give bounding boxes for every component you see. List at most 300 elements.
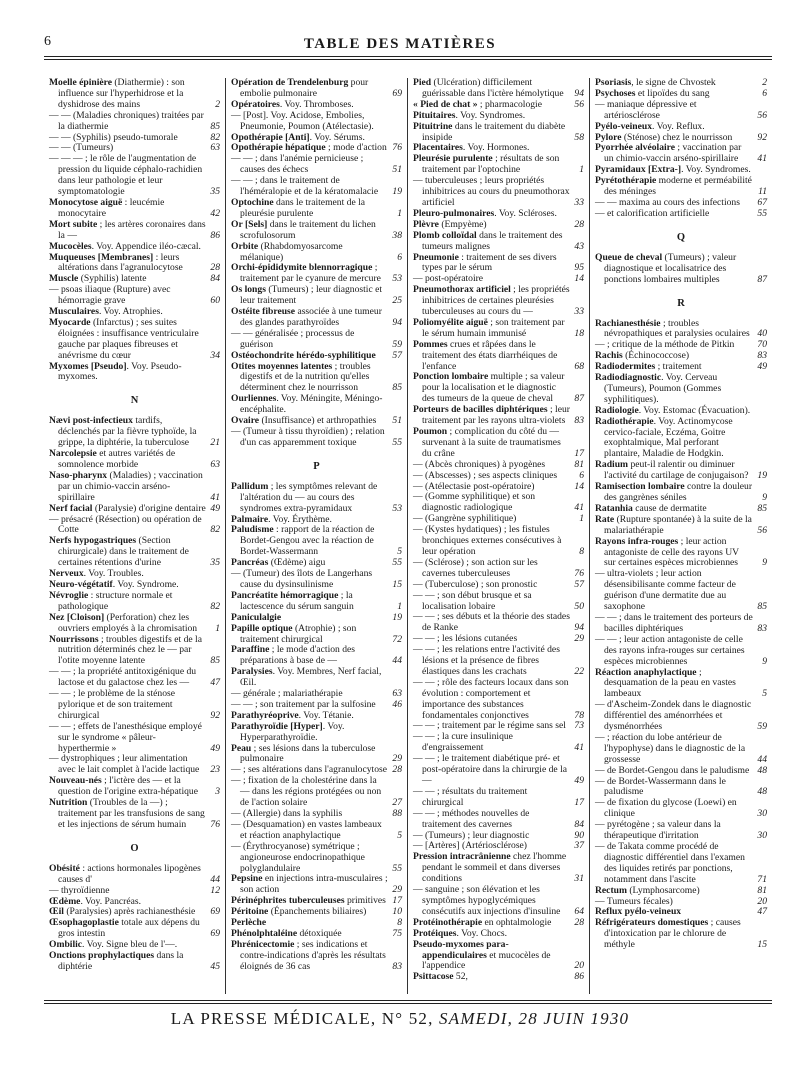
page-ref: 85	[210, 120, 220, 132]
index-entry	[231, 307, 402, 329]
page-ref: 20	[757, 895, 767, 907]
index-entry	[595, 798, 767, 820]
entry-heading: Psychoses	[595, 87, 636, 99]
index-entry	[413, 787, 584, 809]
entry-heading: Opératoires	[231, 98, 280, 110]
entry-heading: Or [Sels]	[231, 218, 268, 230]
entry-text: — (Gomme syphilitique) et son diagnostic radiologique	[413, 491, 536, 514]
entry-text: — — (Tumeurs)	[49, 142, 114, 154]
page-ref: 56	[757, 524, 767, 536]
page-ref: 9	[762, 655, 767, 667]
index-entry	[413, 427, 584, 460]
page-ref: 5	[397, 829, 402, 841]
entry-text: — — ; traitement par le régime sans sel	[413, 720, 566, 732]
entry-text: — tuberculeuses ; leurs propriétés inhibitrices au cours du pneumothorax artificiel	[413, 175, 570, 208]
entry-text: . Voy. Syndromes.	[455, 109, 526, 121]
entry-text: . Voy. Syndromes.	[681, 164, 751, 176]
entry-heading: Œil	[49, 906, 64, 918]
index-entry	[49, 635, 220, 668]
entry-text: (Ulcération) difficilement guérissable dans l'ictère hémolytique	[422, 78, 564, 99]
entry-heading: Nouveau-nés	[49, 775, 102, 787]
entry-heading: Moelle épinière	[49, 78, 112, 88]
entry-text: . Voy. Troubles.	[83, 568, 144, 580]
page-ref: 57	[574, 578, 584, 590]
entry-text: . Voy. Thromboses.	[279, 98, 354, 110]
entry-text: — — ; dans le traitement de l'héméralopie et de la kératomalacie	[231, 175, 379, 198]
entry-heading: Pression intracrânienne	[413, 851, 511, 863]
entry-text: ; causes d'intoxication par le chlorure de méthyle	[604, 917, 741, 951]
page-ref: 82	[210, 600, 220, 612]
entry-heading: Pituitrine	[413, 120, 453, 132]
page-ref: 83	[392, 960, 402, 972]
page-ref: 2	[215, 98, 220, 110]
entry-text: ; le mode d'action des préparations à base de —	[240, 644, 356, 667]
page-ref: 38	[392, 229, 402, 241]
index-entry	[413, 405, 584, 427]
index-entry	[595, 515, 767, 537]
index-entry	[595, 319, 767, 341]
entry-text: — de fixation du glycose (Loewi) en clinique	[595, 797, 737, 820]
entry-heading: Onctions prophylactiques	[49, 950, 155, 962]
page-number: 6	[44, 34, 51, 49]
entry-text: . Voy. Hyperparathyroïdie.	[240, 720, 345, 743]
page-ref: 88	[392, 808, 402, 819]
page-ref: 58	[574, 131, 584, 143]
index-entry	[231, 242, 402, 264]
entry-text: (Rhabdomyosarcome mélanique)	[240, 240, 343, 263]
page-ref: 60	[210, 295, 220, 307]
entry-text: . Voy. Chocs.	[456, 927, 507, 939]
entry-text: (Épanchements biliaires)	[268, 906, 367, 918]
page-ref: 56	[574, 98, 584, 110]
entry-text: — (Abcès chroniques) à pyogènes	[413, 458, 546, 470]
index-entry	[231, 285, 402, 307]
entry-text: — (Gangrène syphilitique)	[413, 513, 517, 525]
entry-heading: Protéiques	[413, 927, 457, 939]
page-ref: 51	[392, 164, 402, 176]
page-ref: 86	[210, 229, 220, 241]
entry-text: ; mode d'action	[325, 142, 387, 154]
page-ref: 81	[574, 458, 584, 470]
page-ref: 57	[392, 349, 402, 361]
page-ref: 48	[757, 764, 767, 776]
index-entry	[231, 874, 402, 896]
index-entry	[49, 918, 220, 940]
index-entry	[49, 198, 220, 220]
page-ref: 83	[757, 622, 767, 634]
entry-text: — — ; la propriété antitoxigénique du lactose et du galactose chez les —	[49, 666, 197, 689]
entry-text: — post-opératoire	[413, 273, 484, 285]
page-ref: 85	[757, 502, 767, 514]
entry-text: et autres variétés de somnolence morbide	[58, 448, 176, 470]
footer-rule	[44, 1000, 772, 1001]
entry-text: — — ; dans le traitement des porteurs de bacilles diphtériques	[595, 611, 753, 634]
page-ref: 94	[574, 622, 584, 634]
page-ref: 69	[210, 906, 220, 918]
index-entry	[413, 122, 584, 144]
index-entry	[595, 209, 767, 220]
entry-text: — (Atélectasie post-opératoire)	[413, 480, 535, 492]
entry-heading: Ombilic	[49, 939, 83, 951]
index-entry	[231, 198, 402, 220]
index-column	[44, 78, 226, 994]
entry-heading: Névroglie	[49, 589, 89, 601]
page-ref: 21	[210, 437, 220, 449]
index-entry	[231, 362, 402, 395]
page-ref: 84	[210, 273, 220, 285]
section-letter: R	[677, 297, 685, 309]
entry-heading: Perlèche	[231, 917, 267, 929]
page-ref: 6	[397, 251, 402, 263]
entry-text: — — ; les lésions cutanées	[413, 633, 518, 645]
page-ref: 28	[574, 218, 584, 230]
entry-heading: Ostéite fibreuse	[231, 306, 296, 318]
entry-text: ; pharmacologie	[477, 98, 542, 110]
entry-heading: Rayons infra-rouges	[595, 535, 679, 547]
entry-text: . Voy. Érythème.	[268, 513, 332, 525]
page-ref: 64	[574, 905, 584, 917]
page-ref: 14	[574, 480, 584, 492]
entry-text: . Voy. Méningite, Méningo-encéphalite.	[240, 393, 383, 416]
entry-heading: Phrénicectomie	[231, 938, 295, 950]
entry-text: — (Allergie) dans la syphilis	[231, 808, 343, 819]
entry-heading: Monocytose aiguë	[49, 196, 123, 208]
page-ref: 19	[392, 186, 402, 198]
entry-text: ; ses lésions dans la tuberculose pulmonaire	[240, 742, 376, 765]
page-ref: 1	[397, 207, 402, 219]
index-columns	[44, 78, 772, 994]
page-ref: 53	[392, 273, 402, 285]
page-ref: 63	[392, 688, 402, 700]
page-ref: 83	[757, 350, 767, 362]
page-ref: 30	[757, 830, 767, 842]
entry-text: (Troubles de la —) ; traitement par les transfusions de sang et les injections de sérum humain	[58, 797, 205, 830]
index-entry	[49, 285, 220, 307]
entry-heading: Périnéphrites tuberculeuses	[231, 895, 345, 907]
index-entry	[49, 591, 220, 613]
entry-text: ; la lactescence du sérum sanguin	[240, 589, 354, 612]
entry-text: — — ; résultats du traitement chirurgical	[413, 785, 528, 808]
entry-heading: Optochine	[231, 196, 274, 208]
page-ref: 76	[574, 567, 584, 579]
index-entry	[413, 558, 584, 580]
index-entry	[231, 591, 402, 613]
index-entry	[595, 820, 767, 842]
entry-text: 52,	[453, 971, 468, 983]
page-ref: 44	[757, 753, 767, 765]
index-entry	[231, 176, 402, 198]
index-entry	[413, 318, 584, 340]
entry-heading: Radiodiagnostic	[595, 372, 662, 384]
entry-text: ; les symptômes relevant de l'altération du — au cours des syndromes extra-pyramidaux	[240, 480, 378, 514]
entry-text: ; traitement	[655, 361, 702, 373]
index-entry	[413, 492, 584, 514]
page-ref: 95	[574, 262, 584, 274]
entry-heading: Parathyréoprive	[231, 709, 299, 721]
index-entry	[231, 569, 402, 591]
index-entry	[595, 460, 767, 482]
entry-heading: Réaction anaphylactique	[595, 666, 697, 678]
page-ref: 22	[574, 665, 584, 677]
entry-heading: Réfrigérateurs domestiques	[595, 917, 709, 929]
index-entry	[413, 340, 584, 373]
page-ref: 63	[210, 459, 220, 470]
entry-heading: Pituitaires	[413, 109, 456, 121]
page-ref: 41	[210, 491, 220, 503]
index-entry	[413, 154, 584, 176]
entry-text: (Rupture spontanée) à la suite de la malariathérapie	[604, 513, 752, 536]
index-entry	[49, 689, 220, 722]
index-entry	[595, 373, 767, 406]
index-entry	[231, 394, 402, 416]
index-entry	[231, 645, 402, 667]
entry-heading: Pancréas	[231, 557, 269, 569]
entry-text: ; leur action antagoniste de celle des rayons UV sur certaines espèces microbiennes	[604, 535, 739, 569]
entry-heading: Pyorrhée alvéolaire	[595, 142, 676, 154]
entry-text: — dystrophiques ; leur alimentation avec le lait complet à l'acide lactique	[49, 753, 200, 776]
entry-text: ; troubles digestifs et de la nutrition déterminés chez le — par l'otite moyenne latente	[58, 633, 202, 667]
entry-text: (Infarctus) ; ses suites éloignées : insuffisance ventriculaire gauche par plaques fibreuses et anévrisme du cœur	[58, 316, 199, 361]
header-rule	[44, 56, 772, 57]
index-entry	[413, 678, 584, 722]
page-ref: 2	[762, 78, 767, 88]
page-ref: 59	[392, 338, 402, 350]
entry-text: (Œdème) aigu	[268, 557, 326, 569]
index-entry	[595, 700, 767, 733]
page-ref: 43	[574, 240, 584, 252]
page-ref: 6	[762, 87, 767, 99]
entry-heading: Rachianesthésie	[595, 317, 661, 329]
entry-text: — ; réaction du lobe antérieur de l'hypophyse) dans le diagnostic de la grossesse	[595, 731, 746, 765]
page-ref: 34	[210, 349, 220, 361]
entry-heading: Neuro-végétatif	[49, 578, 113, 590]
entry-text: . Voy. Actinomycose cervico-faciale, Eczéma, Goitre exophtalmique, Mal perforant plantaire, Maladie de Hodgkin.	[604, 415, 733, 460]
entry-text: ; les propriétés inhibitrices de certaines pleurésies tuberculeuses au cours du —	[422, 284, 570, 318]
entry-heading: Plèvre	[413, 218, 439, 230]
page-ref: 47	[757, 906, 767, 918]
page-ref: 59	[757, 721, 767, 733]
page-ref: 23	[210, 764, 220, 776]
entry-heading: Protéinothérapie	[413, 916, 483, 928]
entry-text: (Paralysie) d'origine dentaire	[92, 502, 206, 514]
page-ref: 55	[392, 436, 402, 448]
index-entry	[595, 842, 767, 886]
issue-number: N° 52,	[381, 1009, 434, 1028]
index-entry	[595, 176, 767, 198]
entry-text: : leucémie monocytaire	[58, 196, 165, 219]
entry-text: — maniaque dépressive et artériosclérose	[595, 98, 697, 121]
entry-heading: Radiothérapie	[595, 415, 654, 427]
page-ref: 50	[574, 600, 584, 612]
index-entry	[595, 253, 767, 286]
entry-text: — — maxima au cours des infections	[595, 196, 740, 208]
page-ref: 37	[574, 840, 584, 852]
page-ref: 3	[215, 786, 220, 798]
entry-text: (Atrophie) ; son traitement chirurgical	[240, 622, 357, 645]
page-ref: 6	[579, 469, 584, 481]
page-ref: 28	[574, 916, 584, 928]
index-entry	[231, 667, 402, 689]
page-ref: 92	[210, 709, 220, 721]
entry-heading: Myocarde	[49, 316, 91, 328]
entry-text: — — ; dans l'anémie pernicieuse ; causes des échecs	[231, 153, 364, 176]
entry-text: ; desquamation de la peau en vastes lambeaux	[604, 666, 736, 700]
entry-text: contre la douleur des gangrènes séniles	[604, 481, 753, 503]
entry-text: chez l'homme pendant le sommeil et dans diverses conditions	[422, 851, 567, 885]
page-ref: 76	[210, 818, 220, 830]
entry-text: . Voy. Pancréas.	[80, 895, 142, 907]
section-letter: O	[130, 842, 139, 854]
page-ref: 33	[574, 196, 584, 208]
index-entry	[49, 253, 220, 275]
page-ref: 86	[574, 971, 584, 983]
entry-heading: Phénolphtaléine	[231, 927, 298, 939]
entry-text: primitives	[344, 895, 386, 907]
entry-text: et mucocèles de l'appendice	[422, 949, 551, 972]
header-rule-double	[44, 59, 772, 60]
page-ref: 17	[574, 796, 584, 808]
entry-text: — de Bordet-Wassermann dans le paludisme	[595, 775, 726, 798]
index-entry	[49, 362, 220, 384]
section-letter: P	[313, 460, 320, 472]
index-entry	[413, 253, 584, 275]
index-entry	[49, 220, 220, 242]
entry-text: — (Tuberculose) ; son pronostic	[413, 578, 538, 590]
index-entry	[49, 78, 220, 111]
page-ref: 85	[392, 382, 402, 394]
page-ref: 9	[762, 557, 767, 569]
entry-text: (Tumeurs) ; leur diagnostic et leur traitement	[240, 284, 383, 307]
entry-heading: Obésité	[49, 862, 80, 874]
index-entry	[231, 329, 402, 351]
page-ref: 94	[574, 87, 584, 99]
page-ref: 41	[757, 153, 767, 165]
index-entry	[413, 940, 584, 973]
page-ref: 41	[574, 742, 584, 754]
entry-heading: Radiologie	[595, 404, 639, 416]
entry-heading: Orbite	[231, 240, 259, 252]
entry-text: tardifs, déclenchés par la fièvre typhoïde, la grippe, la diphtérie, la tuberculose	[58, 415, 197, 449]
page-ref: 15	[392, 578, 402, 590]
index-entry	[595, 635, 767, 668]
entry-heading: Pylore	[595, 131, 622, 143]
entry-text: — (Tumeur à tissu thyroïdien) ; relation d'un cas apparemment toxique	[231, 426, 385, 448]
entry-text: ; leur traitement par les rayons ultra-violets	[422, 404, 570, 427]
index-entry	[413, 972, 584, 983]
page-ref: 81	[757, 884, 767, 896]
page-ref: 8	[579, 545, 584, 557]
index-entry	[49, 776, 220, 798]
entry-text: (Échinococcose)	[622, 350, 690, 362]
page-ref: 44	[210, 873, 220, 885]
entry-text: — présacré (Résection) ou opération de Cotte	[49, 513, 202, 536]
page-ref: 47	[210, 677, 220, 689]
index-entry	[49, 471, 220, 504]
page-ref: 15	[757, 939, 767, 951]
index-entry	[413, 285, 584, 318]
entry-text: — — ; rôle des facteurs locaux dans son évolution : comportement et importance des substances fondamentales conjonctives	[413, 676, 569, 721]
entry-text: — — ; son début brusque et sa localisation lobaire	[413, 589, 532, 612]
entry-heading: Pleuro-pulmonaires	[413, 207, 495, 219]
page-ref: 45	[210, 960, 220, 972]
index-entry	[49, 416, 220, 449]
page-ref: 1	[579, 513, 584, 525]
page-ref: 19	[757, 470, 767, 482]
entry-text: , le signe de Chvostek	[631, 78, 716, 88]
entry-heading: Nerfs hypogastriques	[49, 535, 137, 547]
entry-text: — de Bordet-Gengou dans le paludisme	[595, 764, 750, 776]
entry-text: : actions hormonales lipogènes causes d'	[58, 862, 201, 885]
index-entry	[231, 776, 402, 809]
index-entry	[595, 777, 767, 799]
entry-text: — [Post]. Voy. Acidose, Embolies, Pneumonie, Poumon (Atélectasie).	[231, 109, 374, 132]
page-ref: 51	[392, 415, 402, 427]
index-entry	[413, 78, 584, 100]
entry-heading: Muscle	[49, 273, 79, 285]
entry-text: — psoas iliaque (Rupture) avec hémorragie grave	[49, 284, 171, 307]
entry-text: (Lymphosarcome)	[626, 884, 700, 896]
index-entry	[49, 515, 220, 537]
index-entry	[49, 864, 220, 886]
entry-heading: Plomb colloïdal	[413, 229, 477, 241]
entry-text: : traitement de ses divers types par le sérum	[422, 251, 557, 274]
entry-text: dans le traitement des tumeurs malignes	[422, 229, 563, 252]
entry-text: pour embolie pulmonaire	[240, 78, 369, 99]
page-ref: 27	[392, 797, 402, 809]
entry-heading: Paraffine	[231, 644, 270, 656]
entry-text: cause de dermatite	[632, 502, 707, 514]
page-ref: 56	[757, 109, 767, 121]
entry-text: — ; ses altérations dans l'agranulocytose	[231, 764, 387, 776]
page-ref: 11	[758, 186, 767, 198]
entry-text: multiple ; sa valeur pour la localisation et le diagnostic des tumeurs de la queue de cheval	[422, 371, 565, 405]
page-ref: 82	[210, 131, 220, 143]
entry-text: peut-il ralentir ou diminuer l'activité du cartilage de conjugaison?	[604, 459, 749, 482]
entry-text: ; complication du côté du — survenant à la suite de traumatismes du crâne	[422, 426, 561, 459]
entry-text: et lipoïdes du sang	[635, 87, 710, 99]
entry-text: dans le traitement du diabète insipide	[422, 120, 566, 143]
index-entry	[49, 318, 220, 362]
index-entry	[595, 569, 767, 613]
entry-text: . Voy. Hormones.	[462, 142, 530, 154]
entry-heading: Psoriasis	[595, 78, 632, 88]
entry-text: ; troubles digestifs et de la nutrition qu'elles déterminent chez le nourrisson	[240, 360, 371, 394]
page-ref: 30	[757, 808, 767, 820]
entry-heading: Pseudo-myxomes para-appendiculaires	[413, 938, 509, 961]
page-ref: 67	[757, 196, 767, 208]
entry-text: . Voy. Signe bleu de l'—.	[82, 939, 178, 951]
page-ref: 85	[757, 601, 767, 613]
index-entry	[413, 809, 584, 831]
entry-heading: Pepsine	[231, 873, 263, 885]
entry-text: . Voy. Reflux.	[652, 120, 705, 132]
entry-heading: Muqueuses [Membranes]	[49, 251, 154, 263]
index-entry	[231, 820, 402, 842]
entry-text: — — ; leur action antagoniste de celle des rayons infra-rouges sur certaines espèces microbiennes	[595, 633, 745, 667]
page-ref: 40	[757, 328, 767, 340]
entry-text: : structure normale et pathologique	[58, 589, 173, 612]
page-ref: 31	[574, 873, 584, 885]
entry-heading: Pyramidaux [Extra-]	[595, 164, 682, 176]
entry-heading: Poumon	[413, 426, 448, 437]
entry-heading: Pleurésie purulente	[413, 153, 493, 165]
index-entry	[231, 525, 402, 558]
index-column	[408, 78, 590, 994]
entry-text: — (Desquamation) en vastes lambeaux et réaction anaphylactique	[231, 818, 382, 841]
entry-heading: Nourrissons	[49, 633, 99, 645]
index-entry	[595, 918, 767, 951]
index-entry	[231, 722, 402, 744]
